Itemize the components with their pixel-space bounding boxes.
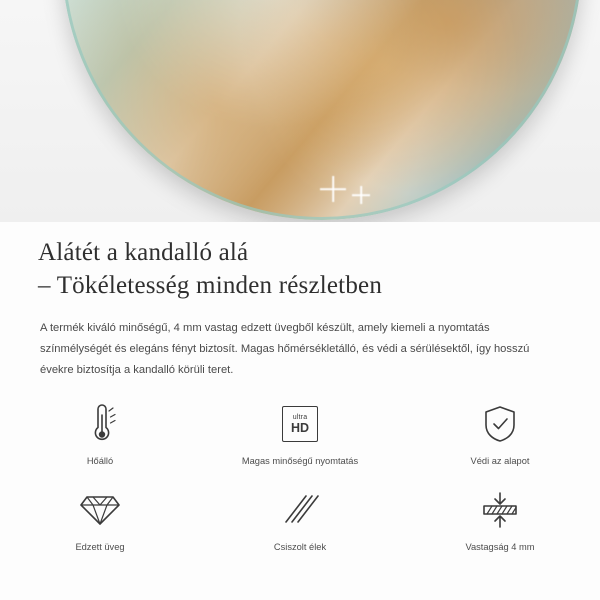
feature-label: Hőálló bbox=[86, 456, 114, 466]
feature-item-polished-edges bbox=[200, 482, 400, 554]
feature-item-print-quality bbox=[200, 396, 400, 468]
feature-item-tempered-glass bbox=[0, 482, 200, 554]
page-title-line-1: Alátét a kandalló alá bbox=[38, 239, 249, 266]
polished-edges-icon bbox=[280, 488, 320, 532]
feature-label: Csiszolt élek bbox=[273, 542, 327, 552]
hero-image bbox=[0, 0, 600, 222]
feature-label: Magas minőségű nyomtatás bbox=[241, 456, 359, 466]
feature-label: Edzett üveg bbox=[75, 542, 125, 552]
thickness-icon bbox=[478, 488, 522, 532]
page-title bbox=[0, 222, 600, 302]
shield-check-icon bbox=[481, 402, 519, 446]
feature-item-thickness bbox=[400, 482, 600, 554]
page-title-line-2: – Tökéletesség minden részletben bbox=[38, 272, 383, 299]
feature-grid bbox=[0, 396, 600, 554]
thermometer-icon bbox=[80, 402, 120, 446]
feature-item-protects-surface bbox=[400, 396, 600, 468]
feature-item-heat-resistant bbox=[0, 396, 200, 468]
ultra-hd-icon: ultra HD bbox=[282, 402, 318, 446]
content-block bbox=[0, 222, 600, 381]
feature-label: Védi az alapot bbox=[470, 456, 530, 466]
product-description: A termék kiváló minőségű, 4 mm vastag edzett üvegből készült, amely kiemeli a nyomtatás színmélységét és elegáns fényt biztosít. Magas hőmérsékletálló, és védi a sérülésektől, így hosszú évekre biztosítja a kandalló körüli teret. bbox=[40, 322, 530, 376]
diamond-icon bbox=[79, 488, 121, 532]
feature-label: Vastagság 4 mm bbox=[465, 542, 535, 552]
